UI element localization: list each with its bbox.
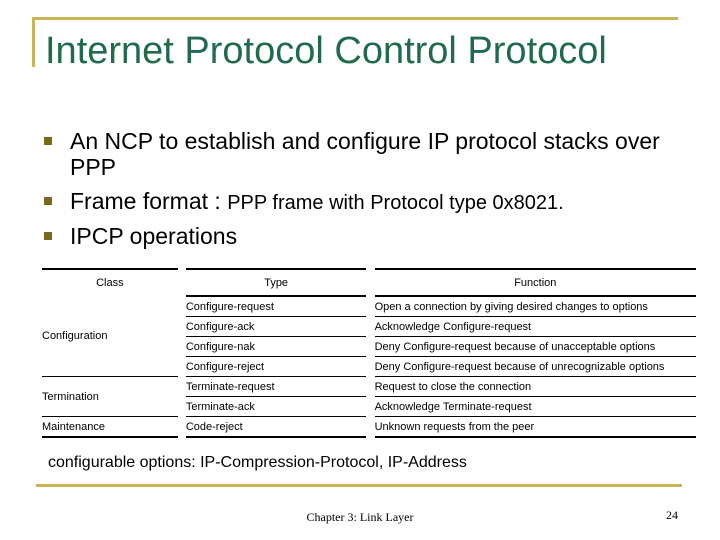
type-cell: Configure-reject [186,357,367,377]
function-cell: Request to close the connection [375,377,696,397]
table-row [42,417,696,438]
bullet-item [44,223,694,249]
function-cell: Unknown requests from the peer [375,417,696,438]
chapter-footer: Chapter 3: Link Layer [306,510,414,524]
table-row [42,377,696,397]
type-cell: Code-reject [186,417,367,438]
type-cell: Terminate-ack [186,397,367,417]
column-header-function: Function [375,269,696,296]
square-bullet-icon [44,232,52,240]
type-cell: Configure-nak [186,337,367,357]
square-bullet-icon [44,137,52,145]
page-number: 24 [666,508,678,522]
table-row [42,296,696,317]
bullet-item [44,128,694,180]
function-cell: Deny Configure-request because of unrecognizable options [375,357,696,377]
configurable-options-note: configurable options: IP-Compression-Protocol, IP-Address [48,454,467,471]
type-cell: Configure-request [186,296,367,317]
type-cell: Configure-ack [186,317,367,337]
type-cell: Terminate-request [186,377,367,397]
bullet-text: IPCP operations [70,223,238,249]
title-accent-vertical-rule [32,17,35,67]
slide-title: Internet Protocol Control Protocol [45,30,607,72]
column-header-type: Type [186,269,367,296]
function-cell: Acknowledge Terminate-request [375,397,696,417]
bullet-lead-text: Frame format : [70,188,228,214]
bullet-text: An NCP to establish and configure IP protocol stacks over PPP [70,128,660,180]
bullet-list [44,128,694,249]
function-cell: Acknowledge Configure-request [375,317,696,337]
class-cell-maintenance: Maintenance [42,417,178,438]
bullet-detail-text: PPP frame with Protocol type 0x8021. [227,192,564,214]
title-accent-top-rule [32,17,678,20]
ipcp-operations-table [42,268,696,438]
bullet-item [44,188,694,216]
function-cell: Open a connection by giving desired changes to options [375,296,696,317]
table-header-row [42,269,696,296]
square-bullet-icon [44,197,52,205]
function-cell: Deny Configure-request because of unacceptable options [375,337,696,357]
class-cell-configuration: Configuration [42,296,178,377]
footer-accent-rule [36,484,682,487]
column-header-class: Class [42,269,178,296]
class-cell-termination: Termination [42,377,178,417]
